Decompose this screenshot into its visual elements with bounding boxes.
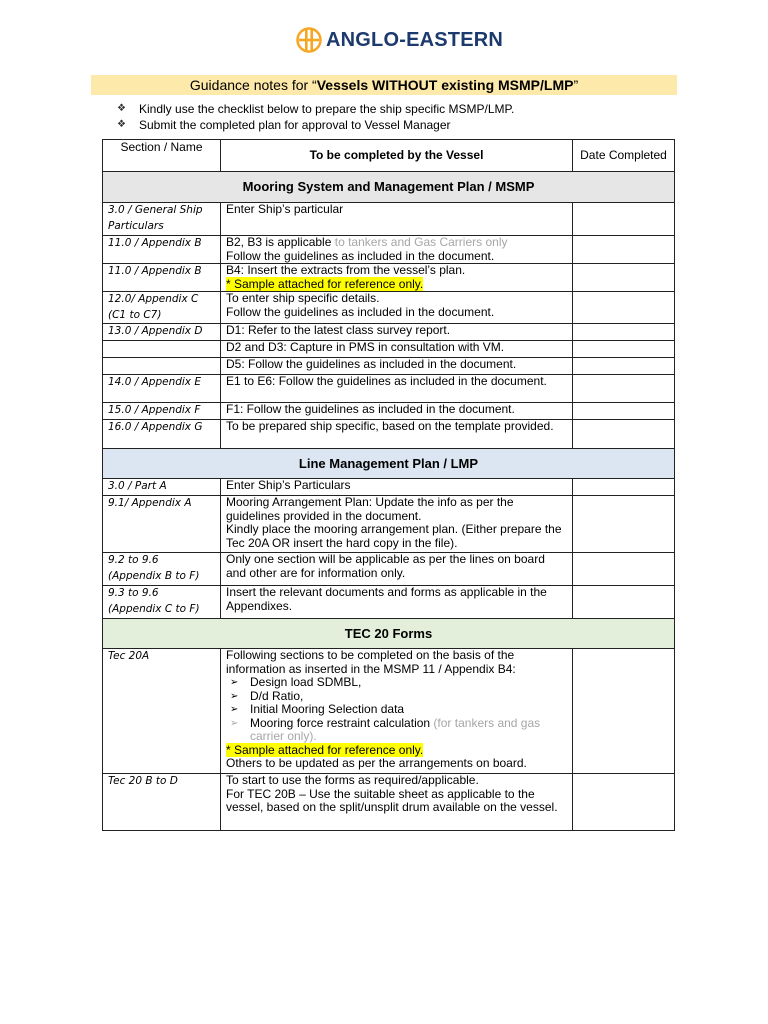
table-row: D5: Follow the guidelines as included in the document. bbox=[103, 358, 675, 375]
table-row: 16.0 / Appendix G To be prepared ship specific, based on the template provided. bbox=[103, 420, 675, 449]
list-item: ➢ D/d Ratio, bbox=[250, 690, 567, 704]
header-task: To be completed by the Vessel bbox=[221, 140, 573, 172]
date-cell[interactable] bbox=[573, 553, 675, 586]
page-title: Guidance notes for “Vessels WITHOUT existing MSMP/LMP” bbox=[91, 75, 677, 95]
checklist-table bbox=[102, 139, 675, 831]
list-item: ❖ Kindly use the checklist below to prepare the ship specific MSMP/LMP. bbox=[117, 102, 515, 116]
section-header-msmp: Mooring System and Management Plan / MSMP bbox=[103, 172, 675, 203]
anglo-eastern-logo-icon bbox=[296, 27, 322, 53]
table-row: 12.0/ Appendix C (C1 to C7) To enter ship specific details. Follow the guidelines as included in the document. bbox=[103, 292, 675, 324]
table-row: 13.0 / Appendix D D1: Refer to the latest class survey report. bbox=[103, 324, 675, 341]
table-row: 11.0 / Appendix B B4: Insert the extracts from the vessel’s plan. * Sample attached for reference only. bbox=[103, 264, 675, 292]
date-cell[interactable] bbox=[573, 649, 675, 774]
table-row: 11.0 / Appendix B B2, B3 is applicable to tankers and Gas Carriers only Follow the guidelines as included in the document. bbox=[103, 236, 675, 264]
diamond-bullet-icon: ❖ bbox=[117, 119, 126, 130]
table-row: 9.3 to 9.6 (Appendix C to F) Insert the relevant documents and forms as applicable in the Appendixes. bbox=[103, 586, 675, 619]
table-row: 9.1/ Appendix A Mooring Arrangement Plan: Update the info as per the guidelines provided in the document. Kindly place the mooring arrangement plan. (Either prepare the Tec 20A OR insert the hard copy in the file). bbox=[103, 496, 675, 553]
date-cell[interactable] bbox=[573, 341, 675, 358]
table-row: 3.0 / Part A Enter Ship’s Particulars bbox=[103, 479, 675, 496]
table-row: Tec 20 B to D To start to use the forms as required/applicable. For TEC 20B – Use the suitable sheet as applicable to the vessel, based on the split/unsplit drum available on the vessel. bbox=[103, 774, 675, 831]
table-row: 3.0 / General Ship Particulars Enter Ship’s particular bbox=[103, 203, 675, 236]
date-cell[interactable] bbox=[573, 496, 675, 553]
date-cell[interactable] bbox=[573, 403, 675, 420]
list-item: ❖ Submit the completed plan for approval to Vessel Manager bbox=[117, 118, 451, 132]
table-header-row bbox=[103, 140, 675, 172]
list-item: ➢ Design load SDMBL, bbox=[250, 676, 567, 690]
table-row: Tec 20A Following sections to be completed on the basis of the information as inserted in the MSMP 11 / Appendix B4: ➢ Design load SDMBL, ➢ D/d Ratio, ➢ Initial Mooring Selection data ➢ Mooring force restraint calculation (for tankers and gas carrier only). * Sample attached for reference only. Others to be updated as per the arrangements on board. bbox=[103, 649, 675, 774]
date-cell[interactable] bbox=[573, 264, 675, 292]
date-cell[interactable] bbox=[573, 586, 675, 619]
date-cell[interactable] bbox=[573, 479, 675, 496]
date-cell[interactable] bbox=[573, 375, 675, 403]
logo-text: ANGLO-EASTERN bbox=[326, 28, 504, 51]
section-header-lmp: Line Management Plan / LMP bbox=[103, 449, 675, 479]
date-cell[interactable] bbox=[573, 236, 675, 264]
table-row: 14.0 / Appendix E E1 to E6: Follow the guidelines as included in the document. bbox=[103, 375, 675, 403]
date-cell[interactable] bbox=[573, 292, 675, 324]
table-row: 15.0 / Appendix F F1: Follow the guidelines as included in the document. bbox=[103, 403, 675, 420]
instructions-list bbox=[117, 101, 514, 133]
date-cell[interactable] bbox=[573, 358, 675, 375]
list-item: ➢ Initial Mooring Selection data bbox=[250, 703, 567, 717]
section-header-tec20: TEC 20 Forms bbox=[103, 619, 675, 649]
header-section: Section / Name bbox=[103, 140, 221, 172]
list-item: ➢ Mooring force restraint calculation (for tankers and gas carrier only). bbox=[250, 717, 567, 744]
table-row: 9.2 to 9.6 (Appendix B to F) Only one section will be applicable as per the lines on board and other are for information only. bbox=[103, 553, 675, 586]
diamond-bullet-icon: ❖ bbox=[117, 103, 126, 114]
header-date: Date Completed bbox=[573, 140, 675, 172]
tec20a-item-list bbox=[226, 676, 567, 744]
date-cell[interactable] bbox=[573, 420, 675, 449]
title-emphasis: Vessels WITHOUT existing MSMP/LMP bbox=[316, 77, 574, 93]
sample-note: * Sample attached for reference only. bbox=[226, 742, 424, 757]
date-cell[interactable] bbox=[573, 203, 675, 236]
date-cell[interactable] bbox=[573, 774, 675, 831]
sample-note: * Sample attached for reference only. bbox=[226, 276, 424, 291]
company-logo bbox=[296, 27, 503, 53]
date-cell[interactable] bbox=[573, 324, 675, 341]
table-row: D2 and D3: Capture in PMS in consultation with VM. bbox=[103, 341, 675, 358]
